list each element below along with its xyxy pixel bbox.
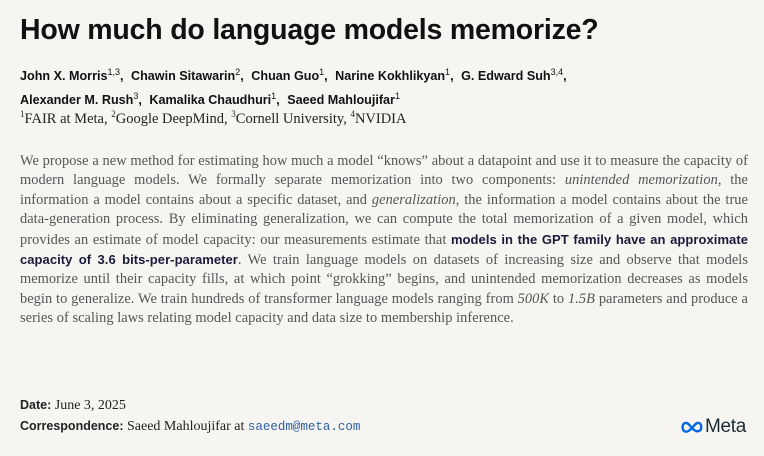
author-affil-sup: 1 (394, 91, 400, 102)
author-name: Chuan Guo (251, 69, 320, 84)
affiliation: Cornell University, (235, 110, 347, 127)
author-affil-sup: 3,4 (550, 67, 564, 77)
affiliations (20, 109, 406, 128)
abstract-emphasis: generalization (371, 191, 456, 208)
author-affil-sup: 1 (319, 67, 325, 77)
affiliation: Google DeepMind, (115, 110, 228, 127)
author-4: Narine Kokhlikyan$^1$, (335, 67, 454, 84)
author-name: Kamalika Chaudhuri (149, 93, 272, 108)
author-3: Chuan Guo$^1$, (251, 67, 328, 84)
abstract (20, 152, 748, 329)
paper-title: How much do language models memorize? (20, 14, 599, 46)
affil-sup: 4 (350, 109, 355, 119)
author-affil-sup: 1 (445, 67, 451, 77)
correspondence-label: Correspondence: (20, 419, 124, 433)
author-name: John X. Morris (20, 69, 108, 84)
meta-logo (681, 416, 746, 438)
affil-sup: 1 (20, 109, 25, 119)
abstract-math: 1.5B (568, 290, 595, 307)
author-1: John X. Morris$^{1,3}$, (20, 67, 124, 84)
affiliation: FAIR at Meta, (24, 110, 108, 127)
correspondence-email-link[interactable]: saeedm@meta.com (247, 420, 361, 434)
author-affil-sup: 2 (235, 67, 241, 77)
author-5: G. Edward Suh$^{3,4}$, (461, 67, 567, 84)
author-affil-sup: 1 (271, 91, 277, 102)
abstract-text: to (549, 290, 568, 307)
abstract-text: parameters and produce a series of scaling laws relating model capacity and data size to membership inference. (20, 290, 748, 327)
meta-logo-text: Meta (704, 416, 746, 437)
author-7: Kamalika Chaudhuri$^1$, (149, 91, 280, 108)
abstract-text: , the information a model contains about a specific dataset, and (20, 172, 748, 208)
author-name: Saeed Mahloujifar (287, 93, 395, 108)
correspondence-name: Saeed Mahloujifar at (126, 419, 245, 434)
author-6: Alexander M. Rush$^3$, (20, 91, 142, 108)
author-name: Alexander M. Rush (20, 93, 134, 108)
author-name: G. Edward Suh (461, 69, 551, 84)
author-8 (287, 93, 400, 107)
author-affil-sup: 1,3 (107, 67, 120, 77)
author-list (20, 62, 750, 110)
affil-sup: 2 (111, 109, 116, 119)
date-value: June 3, 2025 (54, 398, 126, 413)
abstract-text: . We train language models on datasets of increasing size and observe that models memorize until their capacity fills, at which point “grokking” begins, and unintended memorization decreases as models begin to generalize. We train hundreds of transformer language models ranging from (20, 252, 748, 307)
abstract-text: , the information a model contains about the true data-generation process. By eliminating generalization, we can compute the total memorization of a given model, which provides an estimate of model capacity: our measurements estimate that (20, 191, 748, 248)
author-name: Narine Kokhlikyan (335, 69, 446, 84)
date-line (20, 398, 126, 414)
abstract-highlight: models in the GPT family have an approximate capacity of 3.6 bits-per-parameter (20, 231, 748, 268)
author-affil-sup: 3 (133, 91, 139, 102)
abstract-text: We propose a new method for estimating how much a model “knows” about a datapoint and use it to measure the capacity of modern language models. We formally separate memorization into two components: (20, 153, 748, 189)
meta-infinity-icon (681, 420, 703, 434)
affiliation: NVIDIA (354, 110, 407, 127)
author-2: Chawin Sitawarin$^2$, (130, 67, 244, 84)
abstract-emphasis: unintended memorization (564, 172, 718, 189)
affil-sup: 3 (231, 109, 236, 119)
date-label: Date: (20, 398, 52, 412)
abstract-math: 500K (517, 290, 550, 307)
author-name: Chawin Sitawarin (130, 69, 236, 84)
correspondence-line (20, 419, 360, 435)
